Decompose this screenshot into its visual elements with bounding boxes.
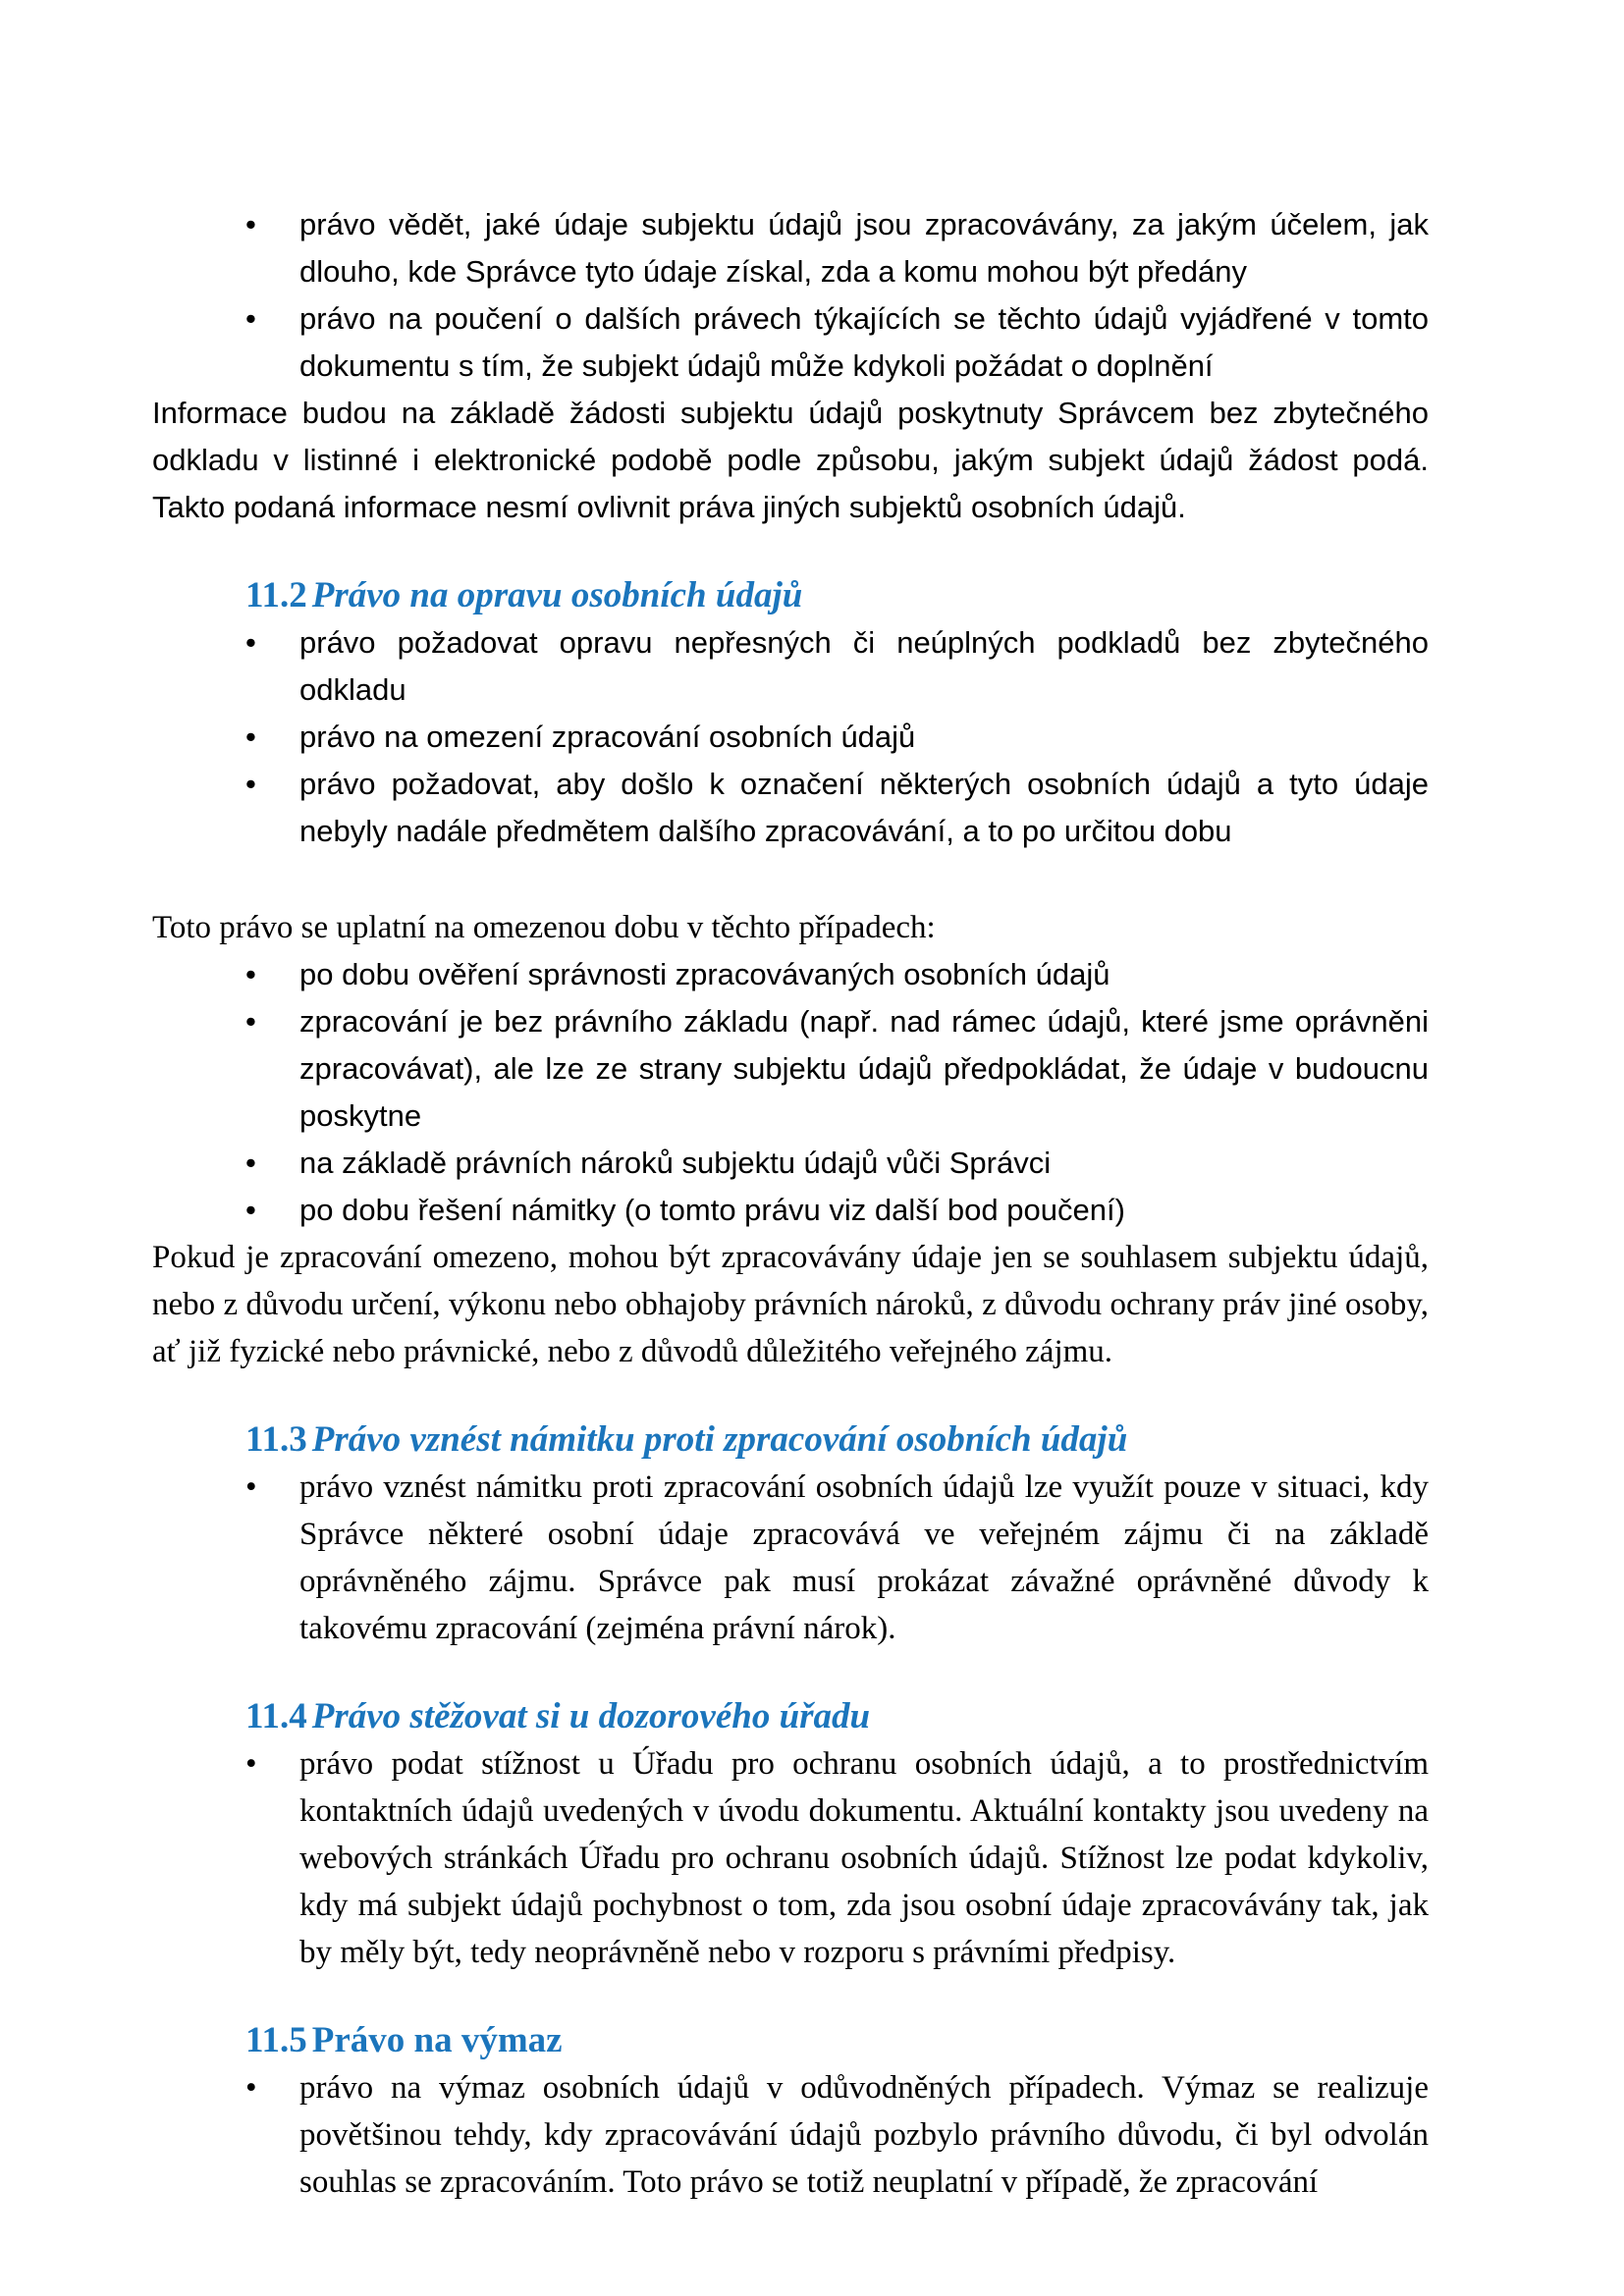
list-item bbox=[152, 1740, 1429, 1976]
list-item bbox=[152, 761, 1429, 855]
list-item-text: zpracování je bez právního základu (např. nad rámec údajů, které jsme oprávněni zpracovávat), ale lze ze strany subjektu údajů předpokládat, že údaje v budoucnu poskytne bbox=[299, 1004, 1429, 1133]
bullet-icon: • bbox=[245, 2070, 257, 2106]
bullet-icon: • bbox=[245, 625, 256, 660]
heading-number: 11.2 bbox=[245, 575, 307, 615]
list-item-text: po dobu ověření správnosti zpracovávaných osobních údajů bbox=[299, 957, 1110, 991]
limit-lead-paragraph: Toto právo se uplatní na omezenou dobu v těchto případech: bbox=[152, 910, 936, 945]
list-item-text: právo vědět, jaké údaje subjektu údajů jsou zpracovávány, za jakým účelem, jak dlouho, kde Správce tyto údaje získal, zda a komu mohou být předány bbox=[299, 207, 1429, 289]
list-item-text: právo na omezení zpracování osobních údajů bbox=[299, 720, 916, 754]
bullet-icon: • bbox=[245, 1746, 257, 1782]
section-heading-11-4 bbox=[152, 1693, 1429, 1740]
limit-closing-paragraph: Pokud je zpracování omezeno, mohou být zpracovávány údaje jen se souhlasem subjektu údajů, nebo z důvodu určení, výkonu nebo obhajoby právních nároků, z důvodu ochrany práv jiné osoby, ať již fyzické nebo právnické, nebo z důvodů důležitého veřejného zájmu. bbox=[152, 1240, 1429, 1369]
heading-title: Právo na výmaz bbox=[311, 2020, 563, 2060]
bullet-icon: • bbox=[245, 1193, 256, 1227]
heading-number: 11.5 bbox=[245, 2020, 307, 2060]
list-item bbox=[152, 619, 1429, 714]
list-item-text: právo vznést námitku proti zpracování osobních údajů lze využít pouze v situaci, kdy Správce některé osobní údaje zpracovává ve veřejném zájmu či na základě oprávněného zájmu. Správce pak musí prokázat závažné oprávněné důvody k takovému zpracování (zejména právní nárok). bbox=[299, 1469, 1429, 1646]
section-heading-11-5 bbox=[152, 2017, 1429, 2064]
bullet-icon: • bbox=[245, 1004, 256, 1039]
list-item-text: právo požadovat opravu nepřesných či neúplných podkladů bez zbytečného odkladu bbox=[299, 625, 1429, 707]
list-item-text: na základě právních nároků subjektu údajů vůči Správci bbox=[299, 1146, 1052, 1180]
heading-number: 11.4 bbox=[245, 1696, 307, 1736]
bullet-icon: • bbox=[245, 1146, 256, 1180]
bullet-icon: • bbox=[245, 301, 256, 336]
heading-title: Právo vznést námitku proti zpracování osobních údajů bbox=[311, 1419, 1128, 1460]
bullet-icon: • bbox=[245, 720, 256, 754]
list-item bbox=[152, 714, 1429, 761]
list-item bbox=[152, 201, 1429, 295]
list-item bbox=[152, 951, 1429, 998]
section-heading-11-3 bbox=[152, 1416, 1429, 1464]
list-item bbox=[152, 1187, 1429, 1234]
list-item bbox=[152, 295, 1429, 390]
heading-number: 11.3 bbox=[245, 1419, 307, 1460]
bullet-icon: • bbox=[245, 1469, 257, 1505]
heading-title: Právo na opravu osobních údajů bbox=[311, 575, 803, 615]
list-item bbox=[152, 1464, 1429, 1652]
bullet-icon: • bbox=[245, 207, 256, 241]
list-item bbox=[152, 2064, 1429, 2206]
list-item-text: právo na poučení o dalších právech týkajících se těchto údajů vyjádřené v tomto dokumentu s tím, že subjekt údajů může kdykoli požádat o doplnění bbox=[299, 301, 1429, 383]
heading-title: Právo stěžovat si u dozorového úřadu bbox=[311, 1696, 871, 1736]
list-item bbox=[152, 998, 1429, 1140]
bullet-icon: • bbox=[245, 767, 256, 801]
list-item-text: právo požadovat, aby došlo k označení některých osobních údajů a tyto údaje nebyly nadále předmětem dalšího zpracovávání, a to po určitou dobu bbox=[299, 767, 1429, 848]
list-item-text: právo na výmaz osobních údajů v odůvodněných případech. Výmaz se realizuje povětšinou tehdy, kdy zpracovávání údajů pozbylo právního důvodu, či byl odvolán souhlas se zpracováním. Toto právo se totiž neuplatní v případě, že zpracování bbox=[299, 2070, 1429, 2200]
list-item bbox=[152, 1140, 1429, 1187]
list-item-text: právo podat stížnost u Úřadu pro ochranu osobních údajů, a to prostřednictvím kontaktních údajů uvedených v úvodu dokumentu. Aktuální kontakty jsou uvedeny na webových stránkách Úřadu pro ochranu osobních údajů. Stížnost lze podat kdykoliv, kdy má subjekt údajů pochybnost o tom, zda jsou osobní údaje zpracovávány tak, jak by měly být, tedy neoprávněně nebo v rozporu s právními předpisy. bbox=[299, 1746, 1429, 1970]
list-item-text: po dobu řešení námitky (o tomto právu viz další bod poučení) bbox=[299, 1193, 1125, 1227]
intro-paragraph: Informace budou na základě žádosti subjektu údajů poskytnuty Správcem bez zbytečného odkladu v listinné i elektronické podobě podle způsobu, jakým subjekt údajů žádost podá. Takto podaná informace nesmí ovlivnit práva jiných subjektů osobních údajů. bbox=[152, 396, 1429, 524]
bullet-icon: • bbox=[245, 957, 256, 991]
section-heading-11-2 bbox=[152, 572, 1429, 619]
